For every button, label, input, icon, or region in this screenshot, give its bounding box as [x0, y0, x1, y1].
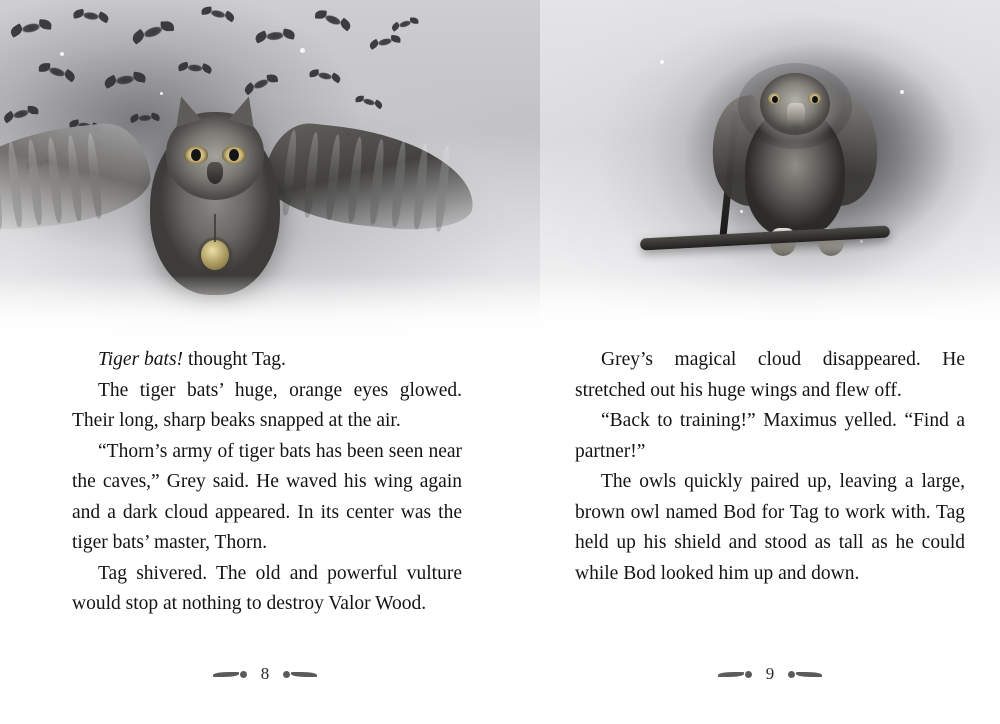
tiger-bat-icon	[184, 62, 207, 74]
owl-medallion	[201, 240, 229, 270]
owl-illustration	[150, 120, 280, 295]
paragraph: Tag shivered. The old and powerful vulture would stop at nothing to destroy Valor Wood.	[72, 562, 462, 614]
left-page-text-column	[72, 345, 462, 620]
sparkle	[300, 48, 305, 53]
ornament-icon	[788, 669, 822, 679]
right-page-text-column	[575, 345, 965, 589]
tiger-bat-icon	[16, 19, 45, 37]
tiger-bat-icon	[8, 106, 33, 123]
text-area	[0, 345, 1000, 724]
vulture-eye	[808, 93, 821, 104]
sparkle	[660, 60, 664, 64]
tiger-bat-icon	[206, 6, 230, 21]
sparkle	[900, 90, 904, 94]
paragraph: The tiger bats’ huge, orange eyes glowed. Their long, sharp beaks snapped at the air.	[72, 379, 462, 431]
italic-phrase: Tiger bats!	[98, 349, 184, 370]
vulture-beak	[787, 103, 805, 129]
tiger-bat-icon	[248, 74, 274, 93]
left-illustration	[0, 0, 540, 345]
page-number: 8	[260, 664, 270, 683]
right-page-folio	[690, 664, 850, 684]
paragraph: “Back to training!” Maximus yelled. “Find a partner!”	[575, 410, 965, 462]
tiger-bat-icon	[111, 72, 140, 89]
owl-right-wing	[261, 119, 480, 236]
tiger-bat-icon	[137, 21, 168, 43]
ornament-icon	[283, 669, 317, 679]
paragraph-rest: thought Tag.	[183, 349, 286, 370]
owl-head	[166, 112, 264, 200]
tiger-bat-icon	[135, 113, 155, 123]
sparkle	[160, 92, 163, 95]
vulture-eye	[768, 93, 781, 104]
page-number: 9	[765, 664, 775, 683]
tiger-bat-icon	[319, 10, 346, 30]
owl-ear-tuft-icon	[229, 93, 262, 127]
owl-eye	[184, 146, 208, 164]
tiger-bat-icon	[79, 9, 104, 23]
tiger-bat-icon	[43, 63, 70, 81]
tiger-bat-icon	[314, 69, 336, 83]
sparkle	[60, 52, 64, 56]
paragraph: The owls quickly paired up, leaving a large, brown owl named Bod for Tag to work with. Tag held up his shield and stood as tall as he could while Bod looked him up and down.	[575, 471, 965, 584]
tiger-bat-icon	[359, 95, 379, 108]
paragraph: Grey’s magical cloud disappeared. He stretched out his huge wings and flew off.	[575, 349, 965, 401]
ornament-icon	[213, 669, 247, 679]
ornament-icon	[718, 669, 752, 679]
owl-left-wing	[0, 119, 154, 236]
tiger-bat-icon	[374, 35, 397, 49]
tiger-bat-icon	[261, 29, 288, 44]
illustration-band	[0, 0, 1000, 345]
owl-eye	[222, 146, 246, 164]
left-page-folio	[185, 664, 345, 684]
owl-ear-tuft-icon	[169, 93, 202, 127]
tiger-bat-icon	[395, 17, 415, 31]
owl-beak	[207, 162, 223, 184]
vulture-illustration	[720, 55, 870, 250]
paragraph	[72, 345, 462, 376]
paragraph: “Thorn’s army of tiger bats has been seen near the caves,” Grey said. He waved his wing again and a dark cloud appeared. In its center was the tiger bats’ master, Thorn.	[72, 440, 462, 553]
